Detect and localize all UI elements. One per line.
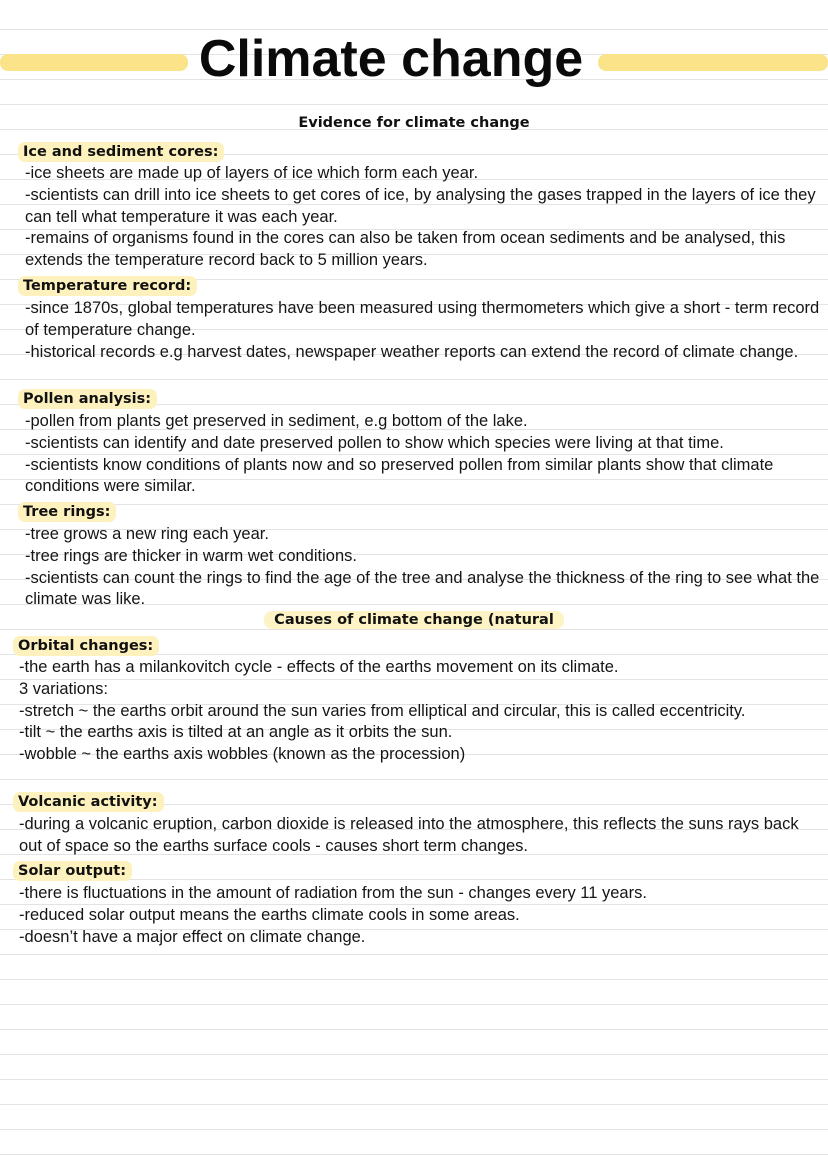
ice-line-3: -remains of organisms found in the cores can also be taken from ocean sediments and be analysed, this extends the temperature record back to 5 million years. (25, 229, 786, 270)
solar-line-1: -there is fluctuations in the amount of radiation from the sun - changes every 11 years. (19, 884, 647, 902)
orbital-line-3: -stretch ~ the earths orbit around the sun varies from elliptical and circular, this is called eccentricity. (19, 701, 746, 720)
solar-line-3: -doesn’t have a major effect on climate change. (19, 927, 366, 946)
tree-rings-text (25, 524, 825, 611)
evidence-heading (0, 113, 828, 133)
tree-line-2: -tree rings are thicker in warm wet conditions. (25, 546, 357, 565)
orbital-changes-heading: Orbital changes: (13, 636, 159, 656)
pollen-analysis-heading: Pollen analysis: (18, 389, 157, 409)
volcanic-activity-text (19, 814, 819, 858)
pollen-line-3: -scientists know conditions of plants now and so preserved pollen from similar plants show that climate conditions were similar. (25, 455, 774, 496)
ice-cores-text (25, 163, 825, 272)
ice-cores-heading: Ice and sediment cores: (18, 142, 224, 162)
pollen-analysis-text (25, 411, 825, 498)
pollen-line-1: -pollen from plants get preserved in sediment, e.g bottom of the lake. (25, 412, 528, 430)
orbital-changes-text (19, 657, 819, 766)
solar-output-heading: Solar output: (13, 861, 132, 881)
orbital-line-4: -tilt ~ the earths axis is tilted at an angle as it orbits the sun. (19, 723, 453, 742)
temperature-line-2: -historical records e.g harvest dates, newspaper weather reports can extend the record of climate change. (25, 342, 799, 361)
tree-line-3: -scientists can count the rings to find the age of the tree and analyse the thickness of the ring to see what the climate was like. (25, 568, 820, 609)
temperature-record-text (25, 298, 825, 363)
pollen-line-2: -scientists can identify and date preserved pollen to show which species were living at that time. (25, 433, 724, 452)
solar-output-text (19, 883, 819, 948)
causes-heading-text: Causes of climate change (natural (264, 611, 564, 629)
causes-heading (0, 610, 828, 630)
orbital-line-5: -wobble ~ the earths axis wobbles (known as the procession) (19, 745, 466, 764)
solar-line-2: -reduced solar output means the earths climate cools in some areas. (19, 905, 520, 924)
volcanic-activity-heading: Volcanic activity: (13, 792, 164, 812)
temperature-record-heading: Temperature record: (18, 276, 197, 296)
ice-line-2: -scientists can drill into ice sheets to get cores of ice, by analysing the gases trapped in the layers of ice they can tell what temperature it was each year. (25, 185, 816, 226)
tree-rings-heading: Tree rings: (18, 502, 116, 522)
evidence-heading-text: Evidence for climate change (298, 115, 530, 131)
tree-line-1: -tree grows a new ring each year. (25, 525, 269, 543)
volcanic-line-1: -during a volcanic eruption, carbon dioxide is released into the atmosphere, this reflects the suns rays back out of space so the earths surface cools - causes short term changes. (19, 815, 799, 855)
page-title: Climate change (198, 30, 584, 88)
orbital-line-2: 3 variations: (19, 679, 108, 698)
orbital-line-1: -the earth has a milankovitch cycle - effects of the earths movement on its climate. (19, 658, 619, 676)
temperature-line-1: -since 1870s, global temperatures have been measured using thermometers which give a short - term record of temperature change. (25, 299, 820, 339)
ice-line-1: -ice sheets are made up of layers of ice which form each year. (25, 164, 479, 182)
